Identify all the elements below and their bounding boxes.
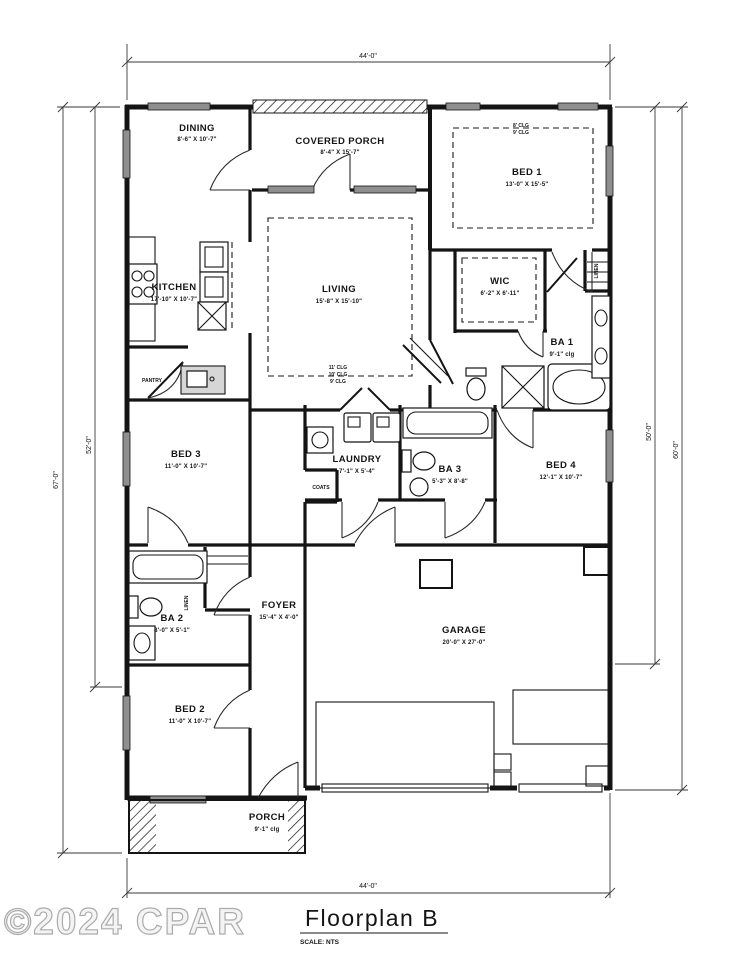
dim-left-inner: 52'-0" xyxy=(86,436,93,454)
label-bed4-size: 12'-1" X 10'-7" xyxy=(539,475,583,481)
label-foyer: FOYER xyxy=(261,600,297,611)
label-covered-porch: COVERED PORCH xyxy=(295,136,385,147)
garage-bay-2 xyxy=(513,690,610,744)
label-living-clg1: 11' CLG xyxy=(328,365,348,371)
label-linen-hall: LINEN xyxy=(184,595,190,611)
label-living-size: 15'-8" X 15'-10" xyxy=(315,299,363,305)
tub xyxy=(129,551,207,583)
porch-hatch xyxy=(130,801,156,852)
living-tray-ceiling xyxy=(268,218,412,376)
toilet-tank xyxy=(129,596,138,618)
bed1-tray-ceiling xyxy=(453,128,593,228)
label-kitchen-size: 17'-10" X 10'-7" xyxy=(150,297,198,303)
dim-right-outer: 60'-0" xyxy=(673,441,680,459)
room-labels xyxy=(142,123,600,833)
label-bed1-size: 13'-0" X 15'-5" xyxy=(505,182,549,188)
porch-hatch xyxy=(288,801,304,852)
label-ba1-note: 9'-1" clg xyxy=(549,352,575,358)
label-pantry: PANTRY xyxy=(142,378,162,384)
label-laundry-size: 7'-1" X 5'-4" xyxy=(339,469,375,475)
ceiling-outlines xyxy=(232,128,593,376)
garage-bay-1 xyxy=(316,702,494,788)
dim-right-inner: 50'-0" xyxy=(646,423,653,441)
label-foyer-size: 15'-4" X 4'-0" xyxy=(259,615,299,621)
label-ba2: BA 2 xyxy=(160,613,184,624)
step xyxy=(586,766,608,786)
label-bed1: BED 1 xyxy=(512,167,542,178)
label-ba3: BA 3 xyxy=(438,464,462,475)
plan-scale: SCALE: NTS xyxy=(300,939,339,946)
label-living: LIVING xyxy=(321,284,357,295)
vanity xyxy=(592,296,610,378)
garage-door-2 xyxy=(519,784,602,792)
dim-left-outer: 67'-0" xyxy=(53,471,60,489)
ba1-fixtures xyxy=(466,262,610,410)
label-bed1-clg1: 8' CLG xyxy=(513,123,529,129)
garage-details xyxy=(316,547,610,788)
label-porch: PORCH xyxy=(248,812,286,823)
label-covered-porch-size: 8'-4" X 15'-7" xyxy=(320,150,360,156)
toilet xyxy=(467,378,485,400)
label-wic-size: 6'-2" X 6'-11" xyxy=(480,291,520,297)
water-heater xyxy=(584,547,610,575)
vanity xyxy=(129,626,155,660)
label-wic: WIC xyxy=(490,276,510,287)
label-bed2-size: 11'-0" X 10'-7" xyxy=(168,719,212,725)
toilet-tank xyxy=(466,368,486,376)
label-living-clg3: 9' CLG xyxy=(330,379,346,385)
laundry-fixtures xyxy=(307,413,400,453)
label-laundry: LAUNDRY xyxy=(332,454,382,465)
label-garage-size: 20'-0" X 27'-0" xyxy=(442,640,486,646)
label-dining-size: 8'-6" X 10'-7" xyxy=(177,137,217,143)
label-ba2-size: 8'-0" X 5'-1" xyxy=(154,628,190,634)
kitchen-fixtures xyxy=(129,237,228,394)
toilet xyxy=(413,452,435,470)
sink xyxy=(410,478,428,496)
wic-shelving xyxy=(462,258,536,322)
toilet xyxy=(140,598,162,616)
watermark: ©2024 CPAR xyxy=(4,901,246,942)
label-living-clg2: 10' CLG xyxy=(328,372,348,378)
covered-porch-edge-hatch xyxy=(253,100,427,113)
title-block xyxy=(4,901,448,946)
dim-top: 44'-0" xyxy=(359,53,377,60)
label-bed2: BED 2 xyxy=(175,704,205,715)
label-bed4: BED 4 xyxy=(546,460,576,471)
label-dining: DINING xyxy=(179,123,215,134)
label-porch-note: 9'-1" clg xyxy=(254,827,280,833)
label-bed1-clg2: 9' CLG xyxy=(513,130,529,136)
dim-bottom: 44'-0" xyxy=(359,883,377,890)
label-ba3-size: 5'-3" X 8'-8" xyxy=(432,479,468,485)
label-bed3: BED 3 xyxy=(171,449,201,460)
kitchen-sink xyxy=(187,371,207,387)
label-linen-master: LINEN xyxy=(594,263,600,279)
label-kitchen: KITCHEN xyxy=(151,282,197,293)
label-ba1: BA 1 xyxy=(550,337,574,348)
utility-sink xyxy=(307,427,333,453)
step xyxy=(494,754,511,770)
garage-utility xyxy=(420,560,452,588)
label-bed3-size: 11'-0" X 10'-7" xyxy=(164,464,208,470)
label-coats: COATS xyxy=(312,485,330,491)
label-garage: GARAGE xyxy=(441,625,487,636)
toilet-tank xyxy=(402,450,411,472)
plan-title: Floorplan B xyxy=(304,905,440,931)
